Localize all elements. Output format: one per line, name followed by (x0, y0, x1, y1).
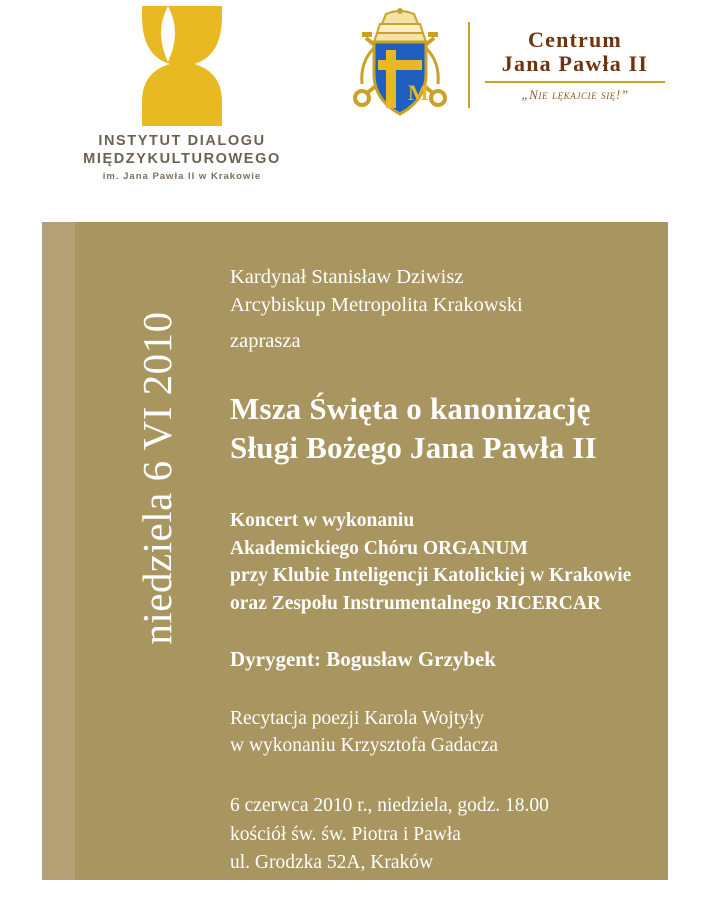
poster-concert-info (230, 507, 660, 618)
centrum-jp2-wordmark (480, 28, 670, 103)
title-line-2: Sługi Bożego Jana Pawła II (230, 430, 597, 466)
centrum-title-line-2: Jana Pawła II (501, 51, 649, 77)
title-line-1: Msza Święta o kanonizację (230, 391, 591, 427)
poster-panel (42, 222, 668, 880)
chalice-icon (130, 4, 234, 128)
poster-conductor: Dyrygent: Bogusław Grzybek (230, 646, 496, 671)
poster-body (230, 264, 660, 877)
concert-line-1: Koncert w wykonaniu (230, 510, 415, 532)
idm-line-3: im. Jana Pawła II w Krakowie (102, 171, 262, 183)
details-line-1: 6 czerwca 2010 r., niedziela, godz. 18.00 (230, 795, 549, 817)
svg-text:M: M (408, 80, 429, 105)
centrum-jp2-logo (340, 8, 670, 124)
concert-line-4: oraz Zespołu Instrumentalnego RICERCAR (230, 593, 602, 615)
concert-line-3: przy Klubie Inteligencji Katolickiej w Krakowie (230, 565, 632, 587)
logo-divider (468, 22, 470, 108)
intro-line-3: zaprasza (230, 330, 301, 353)
details-line-3: ul. Grodzka 52A, Kraków (230, 851, 434, 873)
document-header (0, 0, 710, 200)
idm-logo (82, 4, 282, 194)
idm-wordmark (82, 132, 282, 183)
papal-coat-of-arms-icon (340, 8, 460, 120)
centrum-rule (485, 81, 665, 83)
poster-date-vertical: niedziela 6 VI 2010 (134, 311, 180, 645)
intro-line-1: Kardynał Stanisław Dziwisz (230, 266, 464, 288)
centrum-motto: „Nie lękajcie się!” (521, 87, 629, 103)
poster-details (230, 792, 660, 877)
recital-line-1: Recytacja poezji Karola Wojtyły (230, 707, 485, 729)
poster-title (230, 389, 660, 467)
recital-line-2: w wykonaniu Krzysztofa Gadacza (230, 735, 499, 757)
intro-line-2: Arcybiskup Metropolita Krakowski (230, 293, 523, 316)
poster-content-area (75, 222, 668, 880)
poster-recital (230, 705, 660, 760)
concert-line-2: Akademickiego Chóru ORGANUM (230, 537, 528, 559)
poster-intro (230, 264, 660, 356)
centrum-title-line-1: Centrum (528, 27, 622, 52)
idm-line-1: INSTYTUT DIALOGU (98, 133, 266, 149)
idm-line-2: MIĘDZYKULTUROWEGO (83, 151, 281, 168)
details-line-2: kościół św. św. Piotra i Pawła (230, 823, 461, 845)
